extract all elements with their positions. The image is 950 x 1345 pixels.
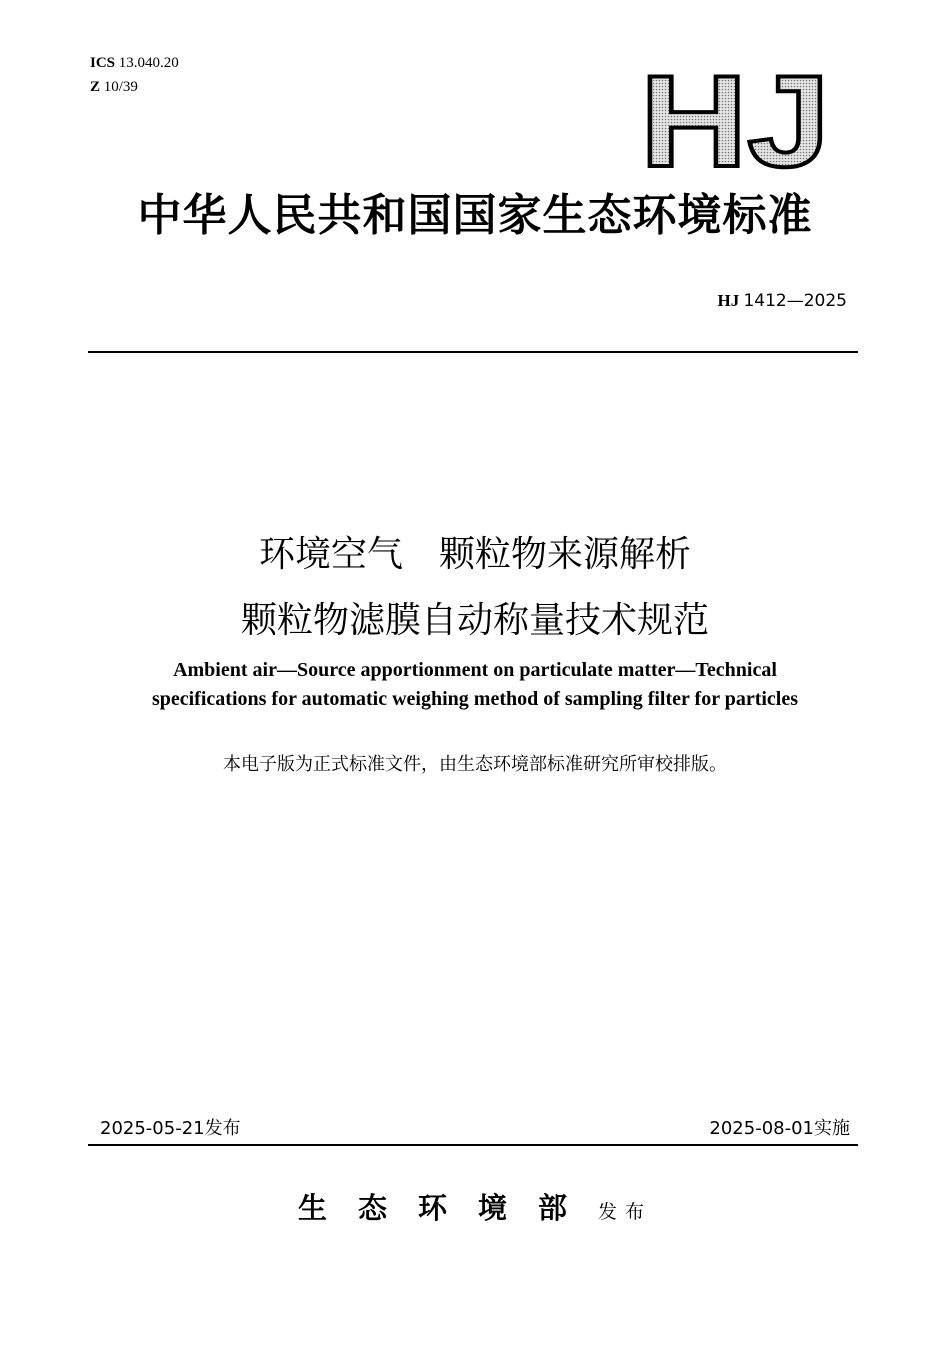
document-title-cn-line2: 颗粒物滤膜自动称量技术规范	[240, 600, 709, 641]
document-title-en-line2: specifications for automatic weighing method of sampling filter for particles	[151, 688, 799, 710]
national-standard-title: 中华人民共和国国家生态环境标准	[137, 190, 813, 241]
ccs-code	[90, 78, 138, 96]
issuing-authority	[0, 1190, 950, 1232]
standard-number	[717, 290, 847, 312]
ccs-value: 10/39	[103, 79, 138, 95]
ccs-label: Z	[90, 79, 101, 95]
issuer-suffix: 发布	[598, 1201, 653, 1223]
ics-code	[90, 54, 179, 72]
bottom-divider	[88, 1144, 858, 1146]
ics-label: ICS	[90, 55, 116, 71]
ics-value: 13.040.20	[118, 55, 179, 71]
top-divider	[88, 351, 858, 353]
document-title-cn-line1: 环境空气 颗粒物来源解析	[258, 534, 691, 575]
document-title-en-line1: Ambient air—Source apportionment on particulate matter—Technical	[173, 659, 777, 681]
hj-logo	[640, 70, 835, 170]
standard-code: 1412—2025	[743, 291, 847, 311]
electronic-version-notice: 本电子版为正式标准文件，由生态环境部标准研究所审校排版。	[223, 754, 727, 775]
standard-prefix: HJ	[717, 291, 740, 310]
svg-text:HJ: HJ	[640, 70, 830, 170]
issue-date: 2025-05-21发布	[100, 1118, 241, 1139]
implementation-date: 2025-08-01实施	[709, 1118, 850, 1139]
issuer-name: 生态环境部	[297, 1191, 598, 1225]
